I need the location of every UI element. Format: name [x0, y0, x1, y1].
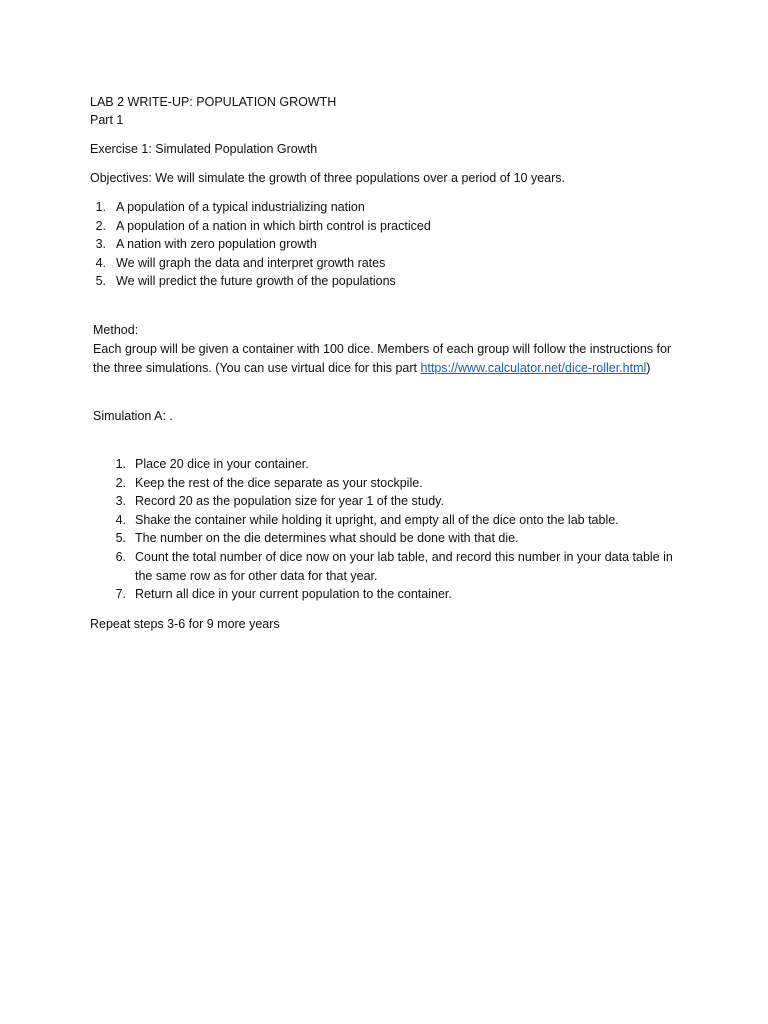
part-label: Part 1: [90, 113, 124, 127]
step-text: The number on the die determines what should be done with that die.: [135, 531, 519, 546]
list-number: 2.: [95, 218, 106, 233]
objective-text: A population of a typical industrializing nation: [116, 200, 365, 214]
dice-roller-link[interactable]: https://www.calculator.net/dice-roller.html: [420, 360, 647, 375]
list-number: 5.: [95, 274, 106, 289]
objective-text: We will predict the future growth of the populations: [116, 274, 396, 289]
objective-item: [90, 235, 690, 254]
step-item: [110, 529, 690, 548]
step-item: [110, 585, 690, 604]
simulation-label: Simulation A: .: [93, 409, 173, 423]
list-number: 4.: [95, 255, 106, 270]
step-item: [110, 455, 690, 474]
list-number: 3.: [95, 237, 106, 252]
objective-text: We will graph the data and interpret growth rates: [116, 255, 386, 270]
list-number: 1.: [115, 457, 126, 471]
step-text: Count the total number of dice now on your lab table, and record this number in your data table in the same row as for other data for that year.: [135, 549, 673, 583]
step-item: [110, 474, 690, 493]
objective-text: A nation with zero population growth: [116, 237, 317, 252]
objective-item: [90, 272, 690, 291]
doc-title: LAB 2 WRITE-UP: POPULATION GROWTH: [90, 95, 337, 109]
exercise-heading: Exercise 1: Simulated Population Growth: [90, 142, 318, 156]
step-text: Record 20 as the population size for year 1 of the study.: [135, 494, 444, 509]
step-item: [110, 492, 690, 511]
steps-list: [110, 455, 690, 604]
step-text: Keep the rest of the dice separate as your stockpile.: [135, 475, 423, 490]
objectives-text: Objectives: We will simulate the growth of three populations over a period of 10 years.: [90, 171, 566, 185]
list-number: 7.: [115, 587, 126, 602]
objective-text: A population of a nation in which birth control is practiced: [116, 218, 431, 233]
step-item: [110, 548, 690, 585]
method-text: Each group will be given a container with 100 dice. Members of each group will follow the instructions for the three simulations. (You can use virtual dice for this part: [93, 342, 672, 375]
objective-item: [90, 217, 690, 236]
step-item: [110, 511, 690, 530]
repeat-instruction: Repeat steps 3-6 for 9 more years: [90, 617, 280, 631]
objectives-list: [90, 198, 690, 291]
step-text: Place 20 dice in your container.: [135, 457, 309, 471]
list-number: 2.: [115, 475, 126, 490]
list-number: 4.: [115, 512, 126, 527]
objective-item: [90, 254, 690, 273]
list-number: 5.: [115, 531, 126, 546]
method-close: ): [646, 360, 651, 375]
method-paragraph: [93, 340, 683, 377]
list-number: 6.: [115, 549, 126, 564]
step-text: Shake the container while holding it upright, and empty all of the dice onto the lab table.: [135, 512, 619, 527]
objective-item: [90, 198, 690, 217]
list-number: 1.: [95, 200, 106, 214]
method-label: Method:: [93, 323, 139, 337]
step-text: Return all dice in your current population to the container.: [135, 587, 452, 602]
list-number: 3.: [115, 494, 126, 509]
